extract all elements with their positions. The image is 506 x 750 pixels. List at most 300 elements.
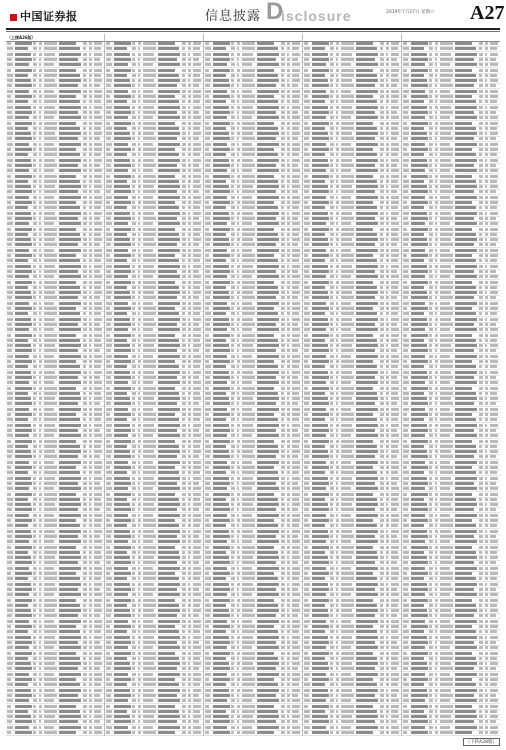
table-cell: [33, 42, 36, 45]
table-cell: [292, 259, 299, 262]
table-cell: [257, 132, 279, 135]
table-cell: [33, 323, 37, 326]
table-cell: [231, 217, 235, 220]
table-cell: [304, 296, 309, 299]
table-cell: [242, 42, 255, 45]
table-cell: [138, 567, 141, 570]
table-cell: [330, 58, 334, 61]
table-cell: [356, 206, 377, 209]
table-cell: [304, 546, 308, 549]
table-cell: [138, 365, 141, 368]
table-cell: [380, 169, 383, 172]
table-cell: [188, 493, 191, 496]
table-cell: [292, 254, 300, 257]
table-cell: [356, 418, 377, 421]
table-cell: [33, 418, 37, 421]
table-cell: [386, 339, 389, 342]
table-cell: [193, 291, 201, 294]
table-cell: [257, 424, 279, 427]
table-cell: [287, 577, 290, 580]
table-cell: [257, 291, 279, 294]
table-cell: [89, 593, 92, 596]
table-cell: [304, 328, 310, 331]
table-rows: [303, 41, 401, 736]
table-cell: [83, 418, 86, 421]
table-cell: [15, 434, 29, 437]
table-cell: [380, 238, 384, 241]
table-cell: [182, 630, 185, 633]
table-cell: [386, 397, 388, 400]
table-cell: [132, 307, 135, 310]
table-cell: [242, 69, 255, 72]
table-cell: [213, 599, 230, 602]
table-cell: [158, 249, 180, 252]
table-cell: [182, 217, 186, 220]
table-cell: [7, 641, 12, 644]
table-cell: [188, 408, 191, 411]
table-cell: [237, 349, 239, 352]
table-cell: [158, 281, 174, 284]
table-cell: [7, 715, 13, 718]
table-cell: [114, 609, 130, 612]
table-cell: [15, 397, 31, 400]
table-cell: [15, 604, 28, 607]
table-cell: [312, 371, 328, 374]
table-cell: [341, 259, 355, 262]
table-cell: [94, 100, 101, 103]
table-cell: [330, 185, 333, 188]
table-cell: [193, 190, 199, 193]
table-cell: [312, 217, 329, 220]
table-cell: [83, 323, 87, 326]
table-cell: [330, 106, 333, 109]
table-cell: [89, 42, 92, 45]
table-cell: [380, 493, 384, 496]
table-cell: [205, 344, 211, 347]
table-cell: [231, 164, 235, 167]
table-cell: [182, 705, 186, 708]
table-cell: [292, 196, 300, 199]
table-cell: [304, 466, 308, 469]
table-cell: [33, 646, 37, 649]
table-cell: [94, 583, 102, 586]
table-cell: [330, 450, 333, 453]
table-cell: [287, 530, 289, 533]
table-cell: [44, 583, 56, 586]
table-cell: [312, 519, 329, 522]
table-cell: [386, 567, 389, 570]
table-cell: [386, 455, 389, 458]
table-cell: [330, 127, 334, 130]
table-cell: [33, 259, 37, 262]
table-cell: [237, 286, 240, 289]
table-cell: [182, 466, 186, 469]
table-cell: [281, 392, 284, 395]
table-cell: [7, 609, 13, 612]
table-cell: [15, 238, 31, 241]
table-cell: [237, 159, 240, 162]
table-cell: [89, 604, 92, 607]
table-cell: [231, 243, 235, 246]
table-cell: [336, 53, 339, 56]
table-cell: [391, 328, 399, 331]
table-cell: [242, 254, 255, 257]
table-cell: [188, 106, 190, 109]
table-cell: [114, 599, 131, 602]
table-cell: [356, 228, 372, 231]
table-cell: [231, 461, 235, 464]
table-cell: [94, 392, 101, 395]
table-cell: [287, 222, 290, 225]
table-cell: [287, 662, 289, 665]
table-cell: [205, 95, 209, 98]
table-cell: [7, 132, 13, 135]
table-cell: [213, 455, 230, 458]
table-cell: [292, 694, 298, 697]
table-cell: [287, 143, 290, 146]
table-cell: [281, 164, 285, 167]
table-cell: [39, 249, 42, 252]
table-cell: [182, 381, 185, 384]
table-cell: [182, 238, 186, 241]
table-cell: [89, 159, 91, 162]
table-cell: [213, 636, 229, 639]
table-cell: [106, 286, 112, 289]
table-cell: [193, 646, 201, 649]
table-cell: [44, 726, 54, 729]
table-cell: [336, 74, 339, 77]
table-cell: [114, 466, 131, 469]
table-cell: [106, 116, 112, 119]
table-cell: [15, 42, 32, 45]
table-cell: [106, 376, 111, 379]
table-cell: [287, 715, 289, 718]
table-cell: [341, 148, 354, 151]
table-cell: [59, 577, 80, 580]
table-cell: [242, 593, 252, 596]
table-cell: [114, 646, 128, 649]
table-cell: [287, 302, 290, 305]
table-cell: [193, 153, 200, 156]
table-cell: [33, 127, 37, 130]
table-cell: [287, 132, 289, 135]
table-cell: [39, 254, 42, 257]
table-cell: [386, 524, 389, 527]
table-cell: [292, 556, 300, 559]
table-cell: [281, 503, 285, 506]
table-cell: [158, 196, 180, 199]
table-cell: [304, 339, 310, 342]
table-cell: [257, 567, 279, 570]
table-cell: [292, 217, 298, 220]
table-cell: [312, 508, 329, 511]
table-cell: [182, 95, 186, 98]
table-cell: [380, 524, 383, 527]
table-cell: [257, 652, 273, 655]
table-cell: [281, 180, 284, 183]
table-cell: [39, 307, 42, 310]
table-cell: [138, 535, 140, 538]
table-cell: [114, 625, 131, 628]
table-cell: [143, 180, 157, 183]
table-cell: [188, 482, 191, 485]
header-subrule: [6, 31, 500, 32]
table-cell: [312, 323, 329, 326]
table-cell: [138, 53, 141, 56]
table-cell: [312, 122, 329, 125]
table-cell: [205, 583, 211, 586]
table-cell: [59, 715, 81, 718]
table-cell: [182, 561, 186, 564]
table-cell: [193, 418, 200, 421]
table-cell: [94, 106, 102, 109]
table-cell: [143, 657, 157, 660]
table-cell: [188, 599, 191, 602]
table-cell: [237, 180, 240, 183]
table-cell: [44, 535, 58, 538]
table-cell: [213, 705, 230, 708]
table-cell: [391, 387, 399, 390]
table-cell: [44, 201, 57, 204]
table-cell: [193, 323, 199, 326]
table-cell: [281, 328, 284, 331]
table-cell: [237, 95, 240, 98]
table-cell: [59, 588, 78, 591]
table-cell: [287, 646, 290, 649]
table-cell: [242, 122, 255, 125]
table-cell: [59, 291, 81, 294]
table-cell: [242, 196, 252, 199]
table-cell: [106, 662, 112, 665]
table-cell: [281, 84, 285, 87]
table-cell: [114, 281, 131, 284]
table-cell: [292, 100, 299, 103]
table-cell: [59, 69, 75, 72]
table-cell: [237, 657, 240, 660]
table-cell: [83, 657, 86, 660]
table-cell: [386, 249, 389, 252]
table-cell: [33, 153, 37, 156]
table-cell: [391, 302, 399, 305]
table-cell: [15, 524, 28, 527]
table-cell: [83, 503, 87, 506]
table-cell: [231, 424, 234, 427]
table-cell: [205, 127, 211, 130]
table-cell: [138, 705, 141, 708]
table-cell: [106, 678, 110, 681]
table-cell: [138, 371, 141, 374]
table-cell: [386, 238, 388, 241]
table-cell: [386, 546, 389, 549]
table-cell: [193, 678, 201, 681]
table-cell: [205, 519, 209, 522]
table-cell: [237, 190, 239, 193]
table-cell: [83, 455, 87, 458]
table-cell: [292, 376, 298, 379]
table-cell: [89, 614, 92, 617]
table-cell: [188, 175, 191, 178]
table-cell: [257, 339, 278, 342]
table-cell: [237, 79, 240, 82]
table-cell: [312, 286, 325, 289]
table-cell: [182, 588, 186, 591]
table-cell: [242, 116, 252, 119]
table-cell: [33, 535, 37, 538]
table-cell: [330, 275, 334, 278]
table-cell: [7, 122, 11, 125]
table-cell: [205, 630, 211, 633]
table-cell: [114, 535, 131, 538]
table-cell: [15, 487, 29, 490]
table-cell: [287, 185, 289, 188]
table-cell: [138, 583, 141, 586]
table-cell: [83, 159, 87, 162]
table-cell: [341, 371, 353, 374]
table-cell: [7, 355, 13, 358]
table-cell: [7, 620, 13, 623]
table-cell: [231, 79, 234, 82]
table-cell: [7, 588, 12, 591]
table-cell: [193, 169, 201, 172]
table-cell: [193, 519, 201, 522]
table-cell: [213, 577, 226, 580]
table-cell: [213, 318, 229, 321]
table-cell: [231, 487, 235, 490]
table-cell: [39, 546, 42, 549]
table-cell: [257, 84, 276, 87]
table-cell: [356, 546, 372, 549]
table-cell: [44, 100, 58, 103]
table-cell: [89, 487, 92, 490]
table-cell: [380, 175, 384, 178]
table-cell: [59, 387, 75, 390]
table-cell: [94, 69, 102, 72]
table-cell: [39, 365, 42, 368]
table-cell: [312, 530, 328, 533]
table-cell: [7, 185, 13, 188]
table-cell: [193, 376, 199, 379]
table-cell: [281, 47, 284, 50]
table-cell: [89, 461, 92, 464]
table-cell: [231, 307, 234, 310]
table-cell: [231, 185, 234, 188]
table-cell: [304, 455, 309, 458]
table-cell: [132, 281, 135, 284]
table-cell: [59, 58, 78, 61]
table-cell: [106, 440, 110, 443]
table-cell: [287, 291, 289, 294]
table-cell: [292, 482, 298, 485]
table-cell: [114, 90, 128, 93]
table-cell: [59, 408, 81, 411]
table-cell: [193, 79, 201, 82]
table-cell: [193, 47, 200, 50]
table-cell: [39, 185, 42, 188]
table-cell: [44, 567, 54, 570]
table-cell: [281, 530, 285, 533]
table-cell: [242, 567, 252, 570]
table-cell: [257, 392, 278, 395]
table-cell: [182, 641, 186, 644]
table-cell: [312, 577, 325, 580]
table-cell: [15, 699, 29, 702]
table-cell: [89, 392, 92, 395]
table-cell: [89, 556, 91, 559]
table-cell: [114, 376, 131, 379]
table-cell: [231, 546, 234, 549]
table-cell: [59, 604, 80, 607]
table-cell: [143, 508, 157, 511]
table-cell: [59, 678, 75, 681]
table-cell: [242, 217, 256, 220]
table-cell: [304, 434, 310, 437]
table-cell: [44, 551, 58, 554]
table-cell: [132, 630, 136, 633]
table-cell: [193, 233, 200, 236]
table-cell: [205, 514, 211, 517]
table-cell: [193, 572, 201, 575]
table-cell: [205, 710, 211, 713]
table-cell: [106, 636, 112, 639]
table-cell: [193, 339, 200, 342]
table-cell: [83, 302, 86, 305]
table-cell: [138, 673, 141, 676]
table-cell: [158, 243, 177, 246]
table-cell: [356, 413, 372, 416]
table-cell: [182, 143, 185, 146]
table-cell: [182, 498, 185, 501]
table-cell: [33, 498, 37, 501]
table-cell: [386, 180, 389, 183]
table-cell: [94, 731, 102, 734]
table-cell: [59, 74, 80, 77]
table-cell: [391, 455, 397, 458]
table-cell: [391, 508, 397, 511]
table-cell: [312, 307, 329, 310]
table-cell: [39, 535, 41, 538]
table-cell: [231, 222, 235, 225]
table-cell: [205, 339, 211, 342]
table-cell: [114, 726, 128, 729]
table-cell: [44, 355, 54, 358]
table-cell: [287, 217, 290, 220]
table-cell: [138, 620, 141, 623]
table-cell: [336, 551, 339, 554]
table-cell: [237, 42, 240, 45]
table-cell: [89, 323, 92, 326]
table-cell: [132, 148, 135, 151]
table-cell: [33, 397, 36, 400]
table-cell: [188, 652, 191, 655]
table-cell: [132, 519, 135, 522]
table-cell: [213, 593, 227, 596]
table-cell: [44, 371, 56, 374]
table-cell: [287, 620, 290, 623]
table-cell: [59, 450, 81, 453]
table-cell: [132, 461, 136, 464]
table-cell: [237, 243, 239, 246]
table-cell: [44, 614, 58, 617]
table-cell: [182, 286, 185, 289]
table-cell: [59, 180, 80, 183]
table-cell: [59, 270, 78, 273]
table-cell: [257, 249, 279, 252]
table-cell: [281, 249, 284, 252]
table-cell: [205, 249, 211, 252]
table-cell: [106, 164, 111, 167]
table-cell: [138, 281, 141, 284]
table-cell: [106, 291, 112, 294]
